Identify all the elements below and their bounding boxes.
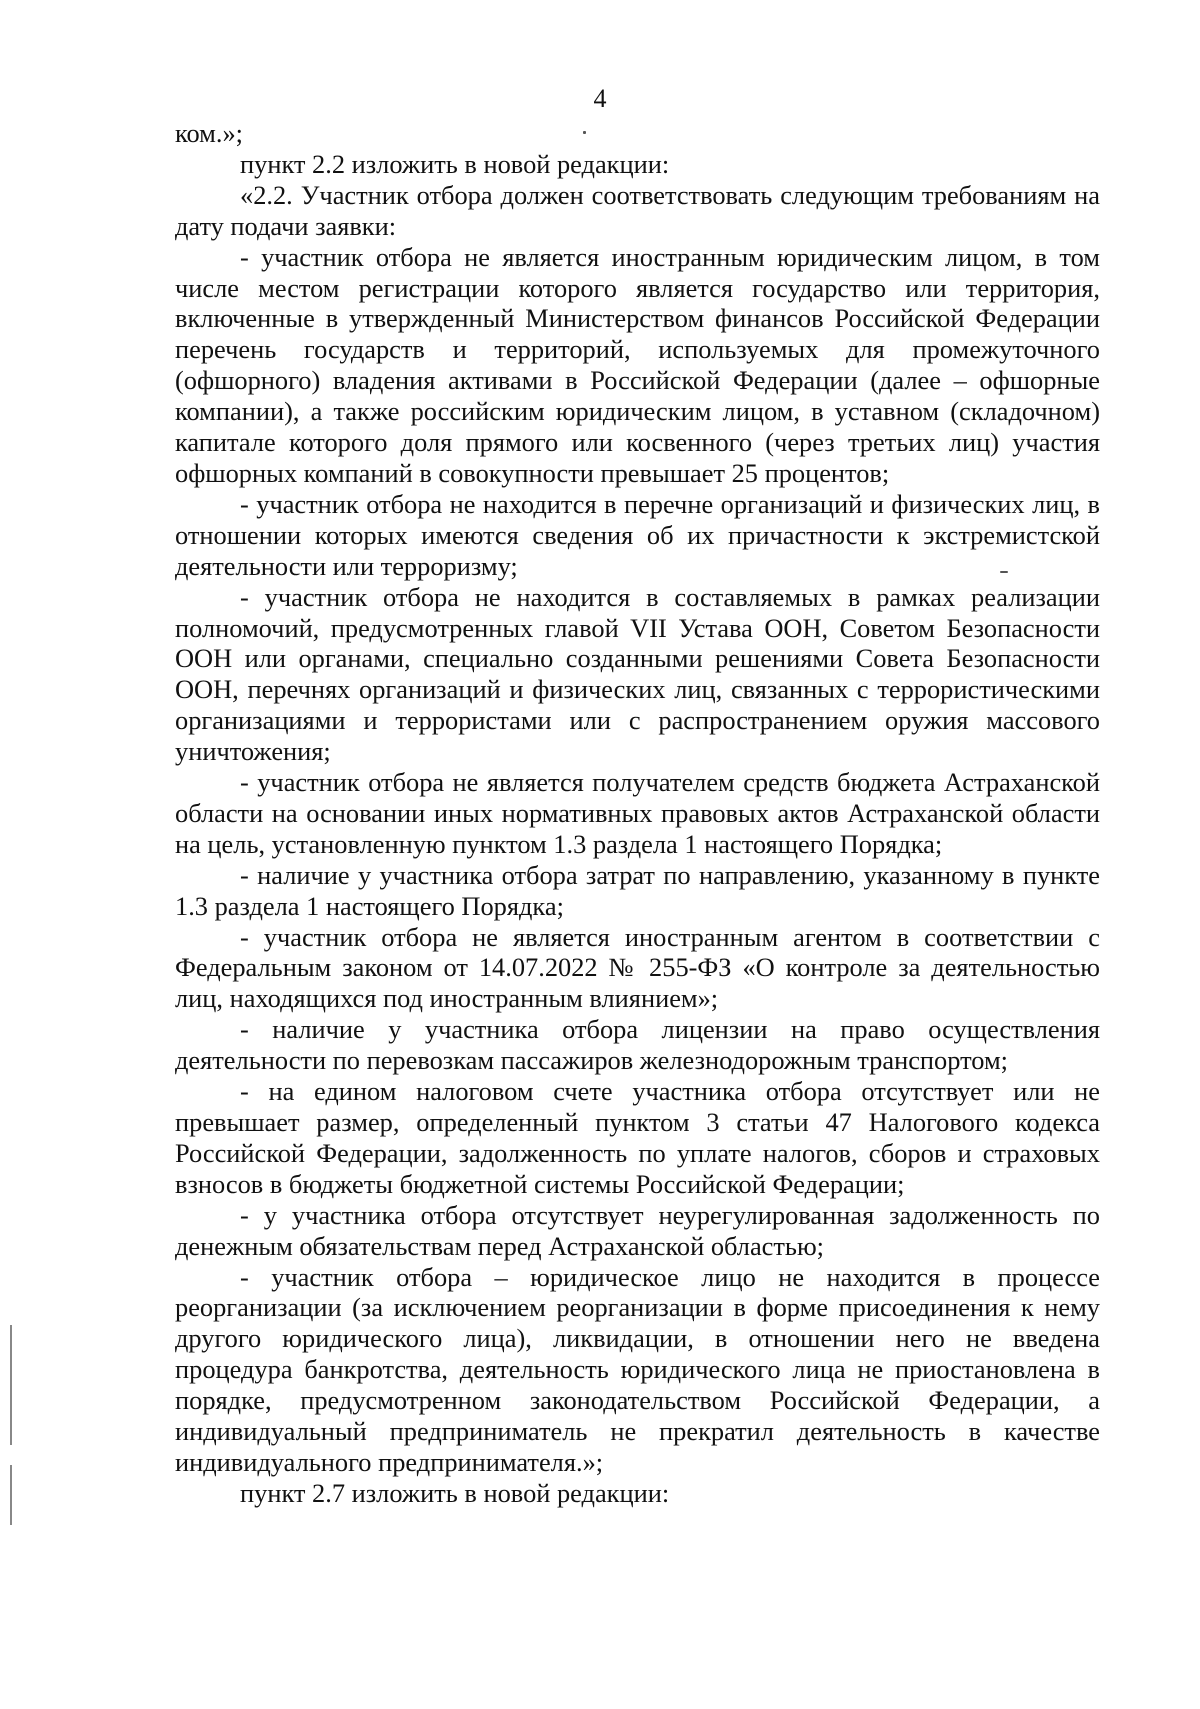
requirement-item: - участник отбора не является иностранным агентом в соответствии с Федеральным законом от 14.07.2022 № 255-ФЗ «О контроле за деятельностью лиц, находящихся под иностранным влиянием»; xyxy=(175,921,1100,1014)
scan-margin-mark xyxy=(10,1465,12,1525)
requirement-item: - участник отбора – юридическое лицо не находится в процессе реорганизации (за исключением реорганизации в форме присоединения к нему другого юридического лица), ликвидации, в отношении него не введена процедура банкротства, деятельность юридического лица не приостановлена в порядке, предусмотренном законодательством Российской Федерации, а индивидуальный предприниматель не прекратил деятельность в качестве индивидуального предпринимателя.»; xyxy=(175,1261,1100,1477)
scan-speck xyxy=(583,131,586,134)
scan-margin-mark xyxy=(10,1325,12,1445)
requirement-item: - наличие у участника отбора затрат по направлению, указанному в пункте 1.3 раздела 1 настоящего Порядка; xyxy=(175,859,1100,921)
scan-speck xyxy=(1000,571,1008,573)
document-body xyxy=(175,118,1100,1509)
requirement-item: - участник отбора не находится в составляемых в рамках реализации полномочий, предусмотренных главой VII Устава ООН, Советом Безопасности ООН или органами, специально созданными решениями Совета Безопасности ООН, перечнях организаций и физических лиц, связанных с террористическими организациями и террористами или с распространением оружия массового уничтожения; xyxy=(175,581,1100,767)
requirement-item: - участник отбора не находится в перечне организаций и физических лиц, в отношении которых имеются сведения об их причастности к экстремистской деятельности или терроризму; xyxy=(175,488,1100,581)
requirement-item: - у участника отбора отсутствует неурегулированная задолженность по денежным обязательствам перед Астраханской областью; xyxy=(175,1199,1100,1261)
requirement-item: - участник отбора не является получателем средств бюджета Астраханской области на основании иных нормативных правовых актов Астраханской области на цель, установленную пунктом 1.3 раздела 1 настоящего Порядка; xyxy=(175,767,1100,859)
page-number: 4 xyxy=(593,84,607,113)
paragraph-continuation: ком.»; xyxy=(175,118,243,148)
paragraph-amendment-2-2-intro: пункт 2.2 изложить в новой редакции: xyxy=(240,148,670,179)
paragraph-requirements-heading: «2.2. Участник отбора должен соответствовать следующим требованиям на дату подачи заявки: xyxy=(175,179,1100,241)
requirement-item: - на едином налоговом счете участника отбора отсутствует или не превышает размер, определенный пунктом 3 статьи 47 Налогового кодекса Российской Федерации, задолженность по уплате налогов, сборов и страховых взносов в бюджеты бюджетной системы Российской Федерации; xyxy=(175,1076,1100,1199)
requirement-item: - участник отбора не является иностранным юридическим лицом, в том числе местом регистрации которого является государство или территория, включенные в утвержденный Министерством финансов Российской Федерации перечень государств и территорий, используемых для промежуточного (офшорного) владения активами в Российской Федерации (далее – офшорные компании), а также российским юридическим лицом, в уставном (складочном) капитале которого доля прямого или косвенного (через третьих лиц) участия офшорных компаний в совокупности превышает 25 процентов; xyxy=(175,241,1100,488)
requirement-item: - наличие у участника отбора лицензии на право осуществления деятельности по перевозкам пассажиров железнодорожным транспортом; xyxy=(175,1014,1100,1076)
paragraph-amendment-2-7-intro: пункт 2.7 изложить в новой редакции: xyxy=(240,1477,670,1508)
